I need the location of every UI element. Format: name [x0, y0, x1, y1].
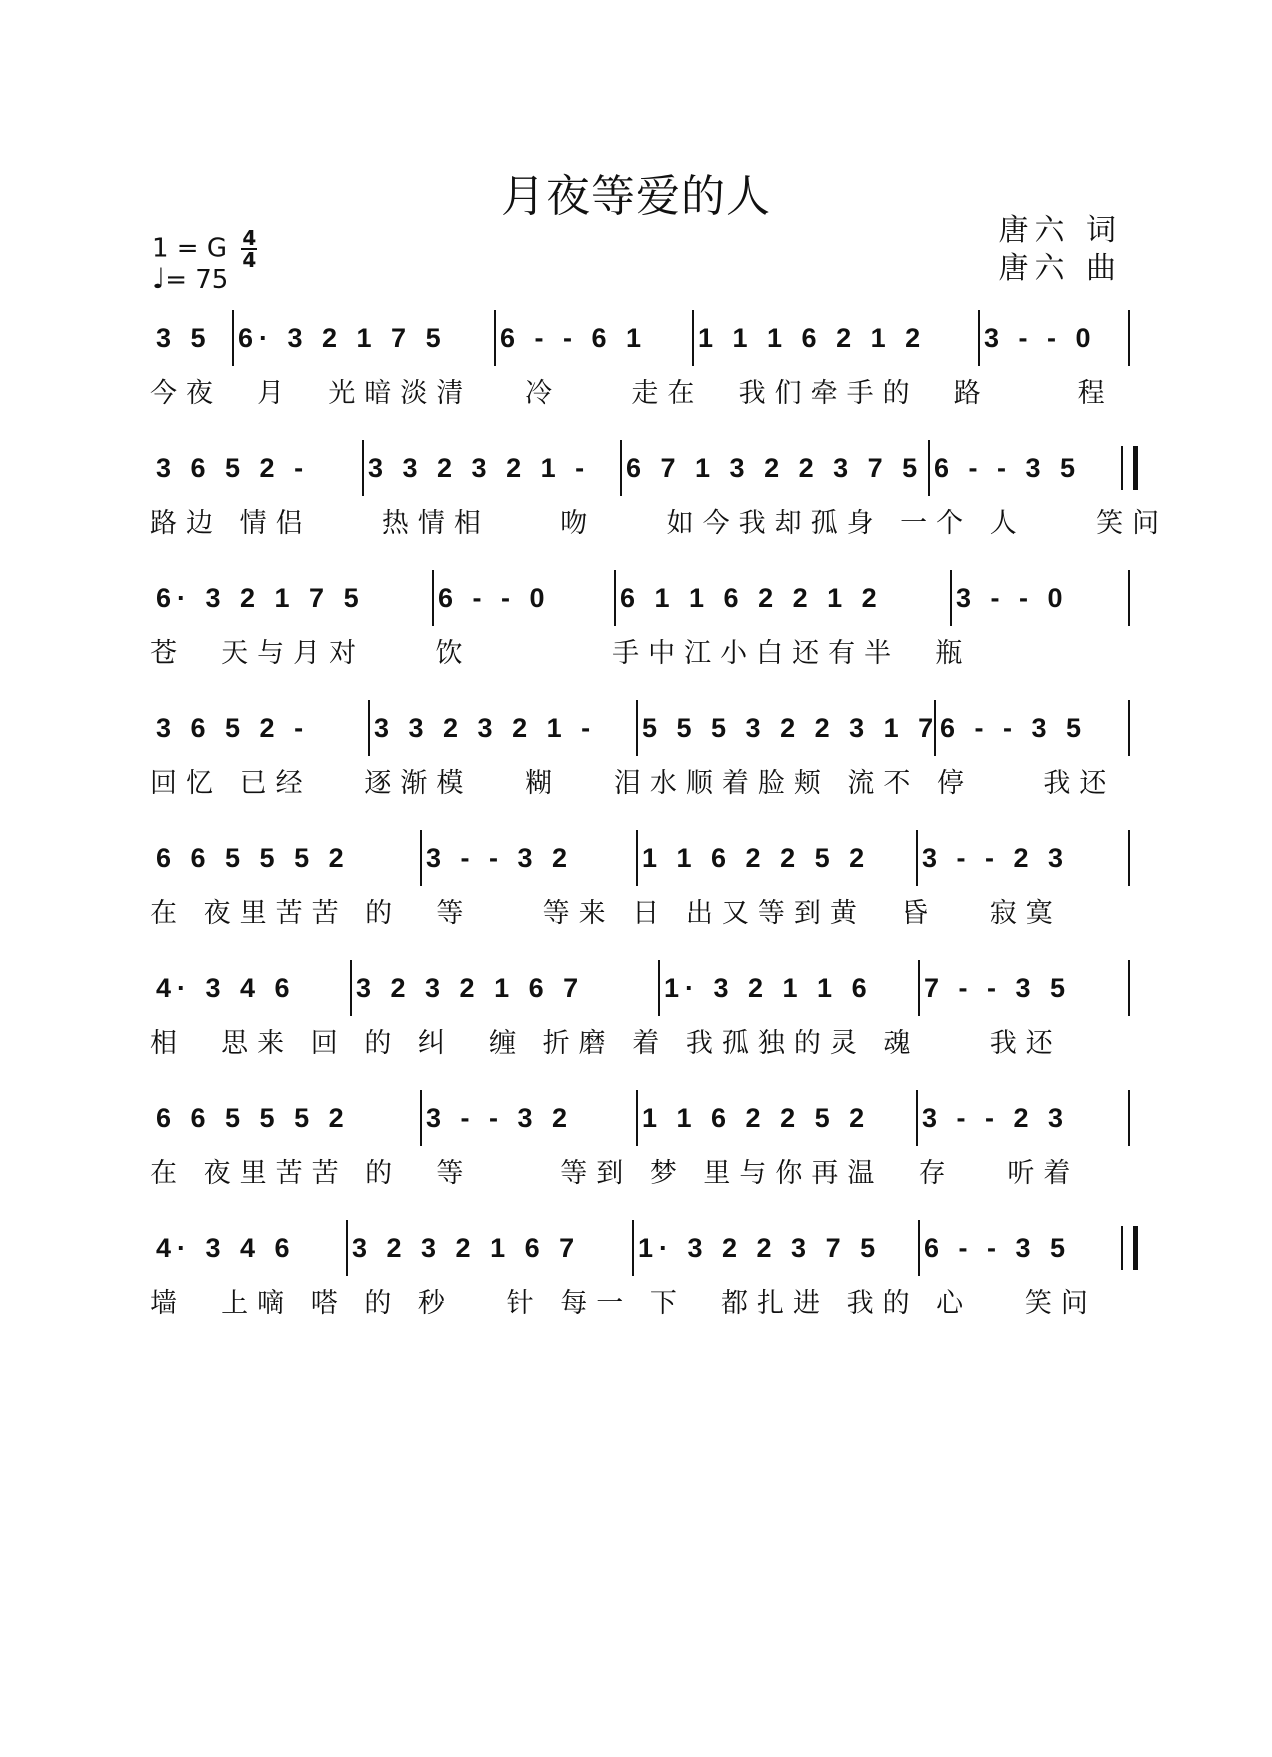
measure-notes: 3 - - 2 3	[922, 843, 1070, 873]
notation-line	[150, 570, 1130, 626]
measure	[950, 570, 1130, 626]
measure-notes: 1 1 6 2 2 5 2	[642, 1103, 871, 1133]
measure-notes: 3 - - 0	[984, 323, 1097, 353]
measure	[232, 310, 496, 366]
measure	[150, 830, 422, 886]
measure-notes: 1 1 6 2 2 5 2	[642, 843, 871, 873]
song-title: 月夜等爱的人	[501, 171, 771, 222]
time-signature	[241, 228, 257, 270]
measure	[636, 700, 940, 756]
measure-notes: 6 - - 3 5	[940, 713, 1088, 743]
notation-line	[150, 700, 1130, 756]
measure-notes: 6· 3 2 1 7 5	[238, 323, 447, 353]
measure-notes: 6 - - 6 1	[500, 323, 648, 353]
measure-notes: 3 - - 0	[956, 583, 1069, 613]
measure	[918, 960, 1130, 1016]
measure	[692, 310, 980, 366]
measure	[632, 1220, 920, 1276]
measure	[614, 570, 952, 626]
tempo-marking	[152, 262, 228, 295]
measure-notes: 3 - - 2 3	[922, 1103, 1070, 1133]
lyrics-line: 在 夜里苦苦 的 等 等来 日 出又等到黄 昏 寂寞	[150, 898, 1062, 929]
measure-notes: 5 5 5 3 2 2 3 1 7	[642, 713, 940, 743]
measure-notes: 3 6 5 2 -	[156, 713, 310, 743]
measure	[150, 440, 364, 496]
time-signature-bottom: 4	[242, 248, 257, 272]
measure	[916, 1090, 1130, 1146]
measure-notes: 6 - - 3 5	[934, 453, 1082, 483]
measure-notes: 3 2 3 2 1 6 7	[352, 1233, 581, 1263]
measure-notes: 3 3 2 3 2 1 -	[368, 453, 591, 483]
repeat-start-barline	[1121, 446, 1138, 490]
measure-notes: 1· 3 2 1 1 6	[664, 973, 873, 1003]
quarter-note-icon: ♩	[152, 262, 166, 295]
measure	[150, 1220, 348, 1276]
measure	[494, 310, 694, 366]
measure	[432, 570, 616, 626]
lyrics-line: 墙 上嘀 嗒 的 秒 针 每一 下 都扎进 我的 心 笑问	[150, 1288, 1097, 1319]
measure-notes: 1· 3 2 2 3 7 5	[638, 1233, 882, 1263]
measure-notes: 6 7 1 3 2 2 3 7 5	[626, 453, 924, 483]
lyrics-line: 今夜 月 光暗淡清 冷 走在 我们牵手的 路 程	[150, 378, 1114, 409]
measure	[150, 310, 234, 366]
lyrics-line: 路边 情侣 热情相 吻 如今我却孤身 一个 人 笑问	[150, 508, 1169, 539]
measure-notes: 1 1 1 6 2 1 2	[698, 323, 927, 353]
notation-line	[150, 1220, 1130, 1276]
measure-notes: 4· 3 4 6	[156, 1233, 296, 1263]
lyrics-line: 苍 天与月对 饮 手中江小白还有半 瓶	[150, 638, 972, 669]
measure	[362, 440, 622, 496]
lyricist-credit: 唐六 词	[998, 213, 1122, 248]
measure	[636, 1090, 918, 1146]
measure-notes: 4· 3 4 6	[156, 973, 296, 1003]
notation-line	[150, 830, 1130, 886]
notation-line	[150, 310, 1130, 366]
measure	[350, 960, 660, 1016]
measure-notes: 7 - - 3 5	[924, 973, 1072, 1003]
repeat-end-barline	[1121, 1226, 1138, 1270]
measure	[150, 700, 370, 756]
time-signature-top: 4	[242, 226, 257, 250]
measure	[150, 1090, 422, 1146]
measure	[916, 830, 1130, 886]
measure-notes: 3 3 2 3 2 1 -	[374, 713, 597, 743]
notation-line	[150, 960, 1130, 1016]
lyrics-line: 相 思来 回 的 纠 缠 折磨 着 我孤独的灵 魂 我还	[150, 1028, 1062, 1059]
measure-notes: 6 6 5 5 5 2	[156, 843, 350, 873]
measure-notes: 3 5	[156, 323, 212, 353]
measure-notes: 6 - - 0	[438, 583, 551, 613]
measure-notes: 3 - - 3 2	[426, 1103, 574, 1133]
key-label: 1 = G	[152, 233, 228, 264]
measure	[658, 960, 920, 1016]
measure-notes: 6 1 1 6 2 2 1 2	[620, 583, 883, 613]
tempo-value: = 75	[165, 265, 229, 295]
measure	[934, 700, 1130, 756]
measure-notes: 3 2 3 2 1 6 7	[356, 973, 585, 1003]
measure-notes: 3 6 5 2 -	[156, 453, 310, 483]
measure	[346, 1220, 634, 1276]
measure	[150, 960, 352, 1016]
measure	[368, 700, 638, 756]
measure-notes: 6· 3 2 1 7 5	[156, 583, 365, 613]
notation-line	[150, 1090, 1130, 1146]
measure	[636, 830, 918, 886]
measure	[620, 440, 930, 496]
composer-credit: 唐六 曲	[998, 251, 1122, 286]
measure-notes: 3 - - 3 2	[426, 843, 574, 873]
measure	[150, 570, 434, 626]
measure	[420, 830, 638, 886]
measure-notes: 6 - - 3 5	[924, 1233, 1072, 1263]
measure	[928, 440, 1118, 496]
measure	[420, 1090, 638, 1146]
measure	[918, 1220, 1108, 1276]
notation-line	[150, 440, 1130, 496]
measure	[978, 310, 1130, 366]
measure-notes: 6 6 5 5 5 2	[156, 1103, 350, 1133]
lyrics-line: 在 夜里苦苦 的 等 等到 梦 里与你再温 存 听着	[150, 1158, 1080, 1189]
lyrics-line: 回忆 已经 逐渐模 糊 泪水顺着脸颊 流不 停 我还	[150, 768, 1116, 799]
